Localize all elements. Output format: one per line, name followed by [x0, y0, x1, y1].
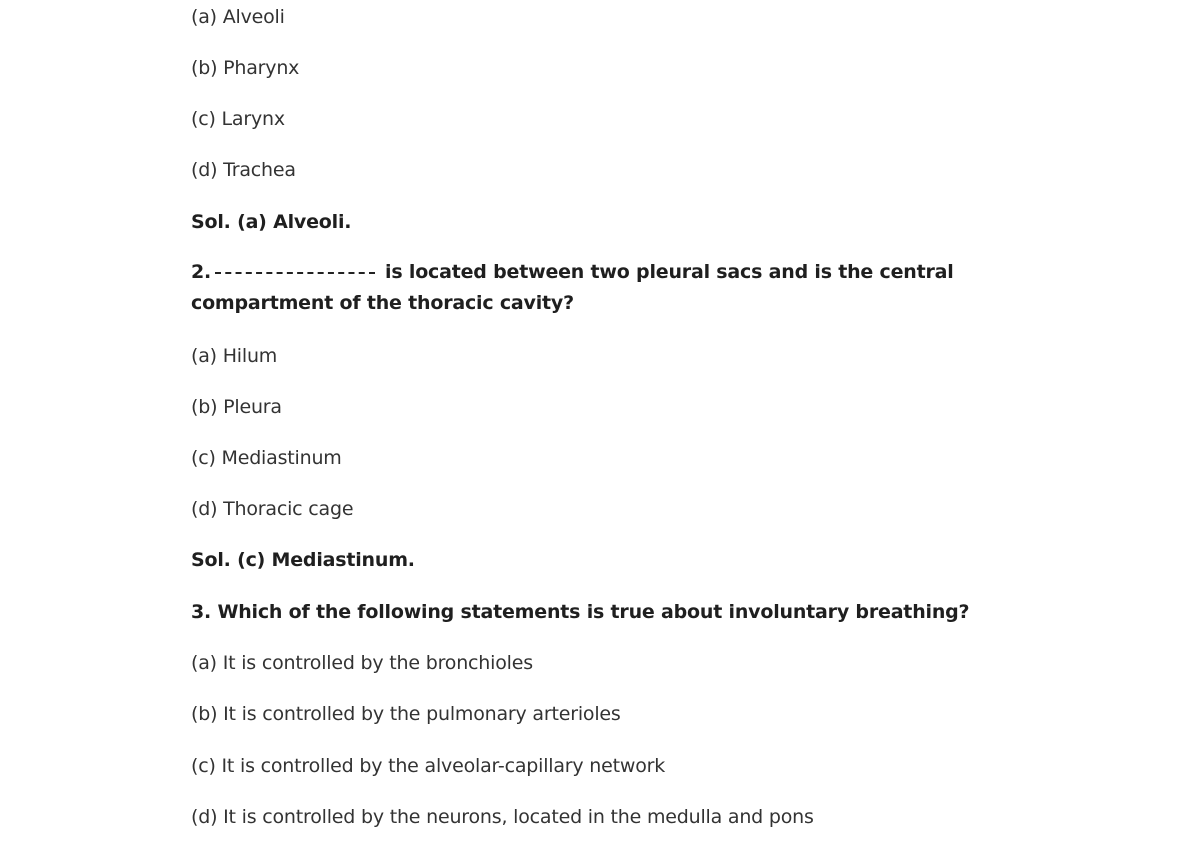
q1-option-d: (d) Trachea — [191, 159, 296, 181]
q2-option-d: (d) Thoracic cage — [191, 498, 354, 520]
q2-question-text: is located between two pleural sacs and is the central compartment of the thoracic cavity? — [191, 261, 954, 314]
q2-option-b: (b) Pleura — [191, 396, 282, 418]
q1-option-c: (c) Larynx — [191, 108, 285, 130]
q1-option-b: (b) Pharynx — [191, 57, 300, 79]
q2-number: 2. — [191, 261, 212, 283]
fill-in-blank — [215, 272, 375, 274]
q3-option-a: (a) It is controlled by the bronchioles — [191, 652, 533, 674]
q3-question: 3. Which of the following statements is true about involuntary breathing? — [191, 601, 970, 623]
q3-option-d: (d) It is controlled by the neurons, located in the medulla and pons — [191, 806, 814, 828]
q1-solution: Sol. (a) Alveoli. — [191, 211, 352, 233]
q2-solution: Sol. (c) Mediastinum. — [191, 549, 415, 571]
q2-option-c: (c) Mediastinum — [191, 447, 342, 469]
q1-option-a: (a) Alveoli — [191, 6, 285, 28]
q2-option-a: (a) Hilum — [191, 345, 278, 367]
q3-option-c: (c) It is controlled by the alveolar-capillary network — [191, 755, 666, 777]
q3-option-b: (b) It is controlled by the pulmonary arterioles — [191, 703, 621, 725]
q2-question — [191, 257, 981, 319]
